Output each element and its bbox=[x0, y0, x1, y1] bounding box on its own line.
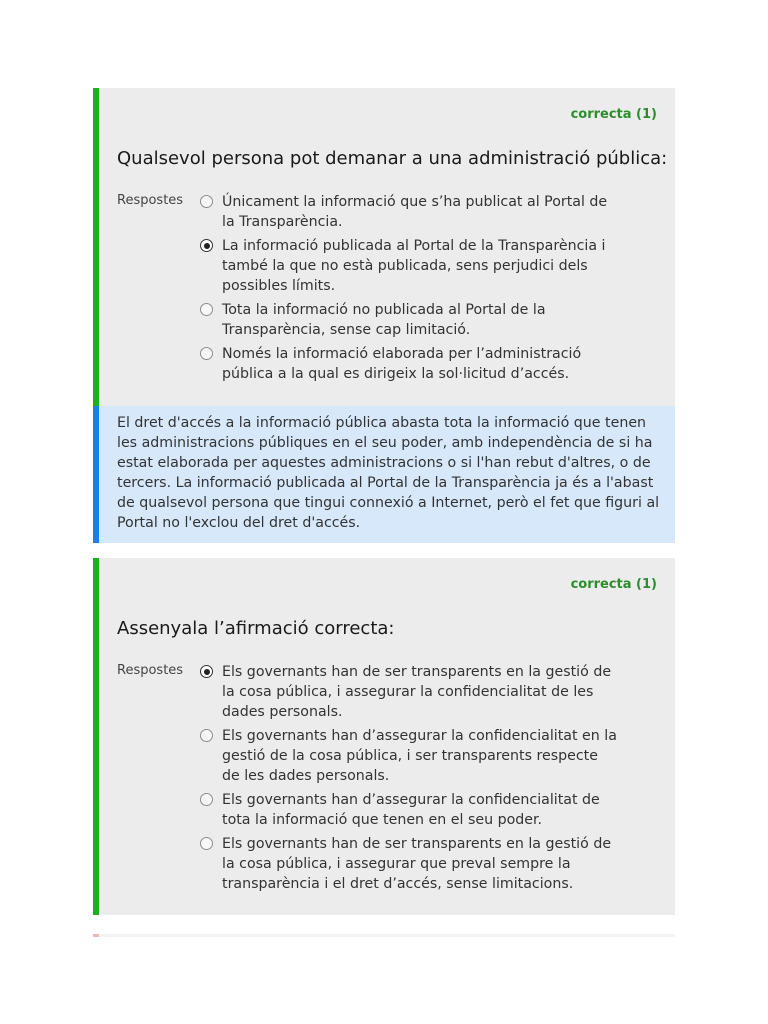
answer-option-text: Els governants han de ser transparents en la gestió de la cosa pública, i assegurar que preval sempre la transparència i el dret d’accés, sense limitacions. bbox=[222, 836, 612, 892]
answer-option-text: La informació publicada al Portal de la Transparència i també la que no està publicada, sens perjudici dels possibles límits. bbox=[222, 238, 606, 294]
answer-option-text: Només la informació elaborada per l’administració pública a la qual es dirigeix la sol·licitud d’accés. bbox=[222, 346, 582, 382]
question-title: Assenyala l’afirmació correcta: bbox=[117, 618, 395, 639]
answer-option-d[interactable] bbox=[200, 344, 620, 384]
question-title: Qualsevol persona pot demanar a una administració pública: bbox=[117, 148, 668, 169]
answer-option-text: Els governants han de ser transparents en la gestió de la cosa pública, i assegurar la confidencialitat de les dades personals. bbox=[222, 664, 612, 720]
answer-option-a[interactable] bbox=[200, 192, 620, 232]
status-bar-mark bbox=[93, 934, 99, 937]
question-status: correcta (1) bbox=[570, 107, 657, 122]
answers-label: Respostes bbox=[117, 193, 184, 208]
question-status: correcta (1) bbox=[570, 577, 657, 592]
radio-unchecked-icon[interactable] bbox=[200, 347, 213, 360]
answer-option-text: Els governants han d’assegurar la confidencialitat de tota la informació que tenen en el seu poder. bbox=[222, 792, 600, 828]
answer-options bbox=[200, 192, 620, 388]
radio-unchecked-icon[interactable] bbox=[200, 303, 213, 316]
question-card-1 bbox=[93, 88, 675, 543]
radio-unchecked-icon[interactable] bbox=[200, 793, 213, 806]
answer-option-b[interactable] bbox=[200, 236, 620, 296]
answer-option-text: Tota la informació no publicada al Portal de la Transparència, sense cap limitació. bbox=[222, 302, 546, 338]
answer-option-text: Únicament la informació que s’ha publicat al Portal de la Transparència. bbox=[222, 194, 608, 230]
radio-unchecked-icon[interactable] bbox=[200, 837, 213, 850]
answer-option-d[interactable] bbox=[200, 834, 620, 894]
feedback-box: El dret d'accés a la informació pública abasta tota la informació que tenen les administracions públiques en el seu poder, amb independència de si ha estat elaborada per aquestes administracions o si l'han rebut d'altres, o de tercers. La informació publicada al Portal de la Transparència ja és a l'abast de qualsevol persona que tingui connexió a Internet, però el fet que figuri al Portal no l'exclou del dret d'accés. bbox=[93, 406, 675, 543]
answer-option-c[interactable] bbox=[200, 300, 620, 340]
answers-label: Respostes bbox=[117, 663, 184, 678]
next-question-card-edge bbox=[93, 934, 675, 937]
radio-checked-icon[interactable] bbox=[200, 665, 213, 678]
answer-option-a[interactable] bbox=[200, 662, 620, 722]
answer-options bbox=[200, 662, 620, 898]
answer-option-text: Els governants han d’assegurar la confidencialitat en la gestió de la cosa pública, i ser transparents respecte de les dades personals. bbox=[222, 728, 617, 784]
radio-unchecked-icon[interactable] bbox=[200, 729, 213, 742]
answer-option-c[interactable] bbox=[200, 790, 620, 830]
question-card-2 bbox=[93, 558, 675, 915]
answer-option-b[interactable] bbox=[200, 726, 620, 786]
radio-unchecked-icon[interactable] bbox=[200, 195, 213, 208]
radio-checked-icon[interactable] bbox=[200, 239, 213, 252]
